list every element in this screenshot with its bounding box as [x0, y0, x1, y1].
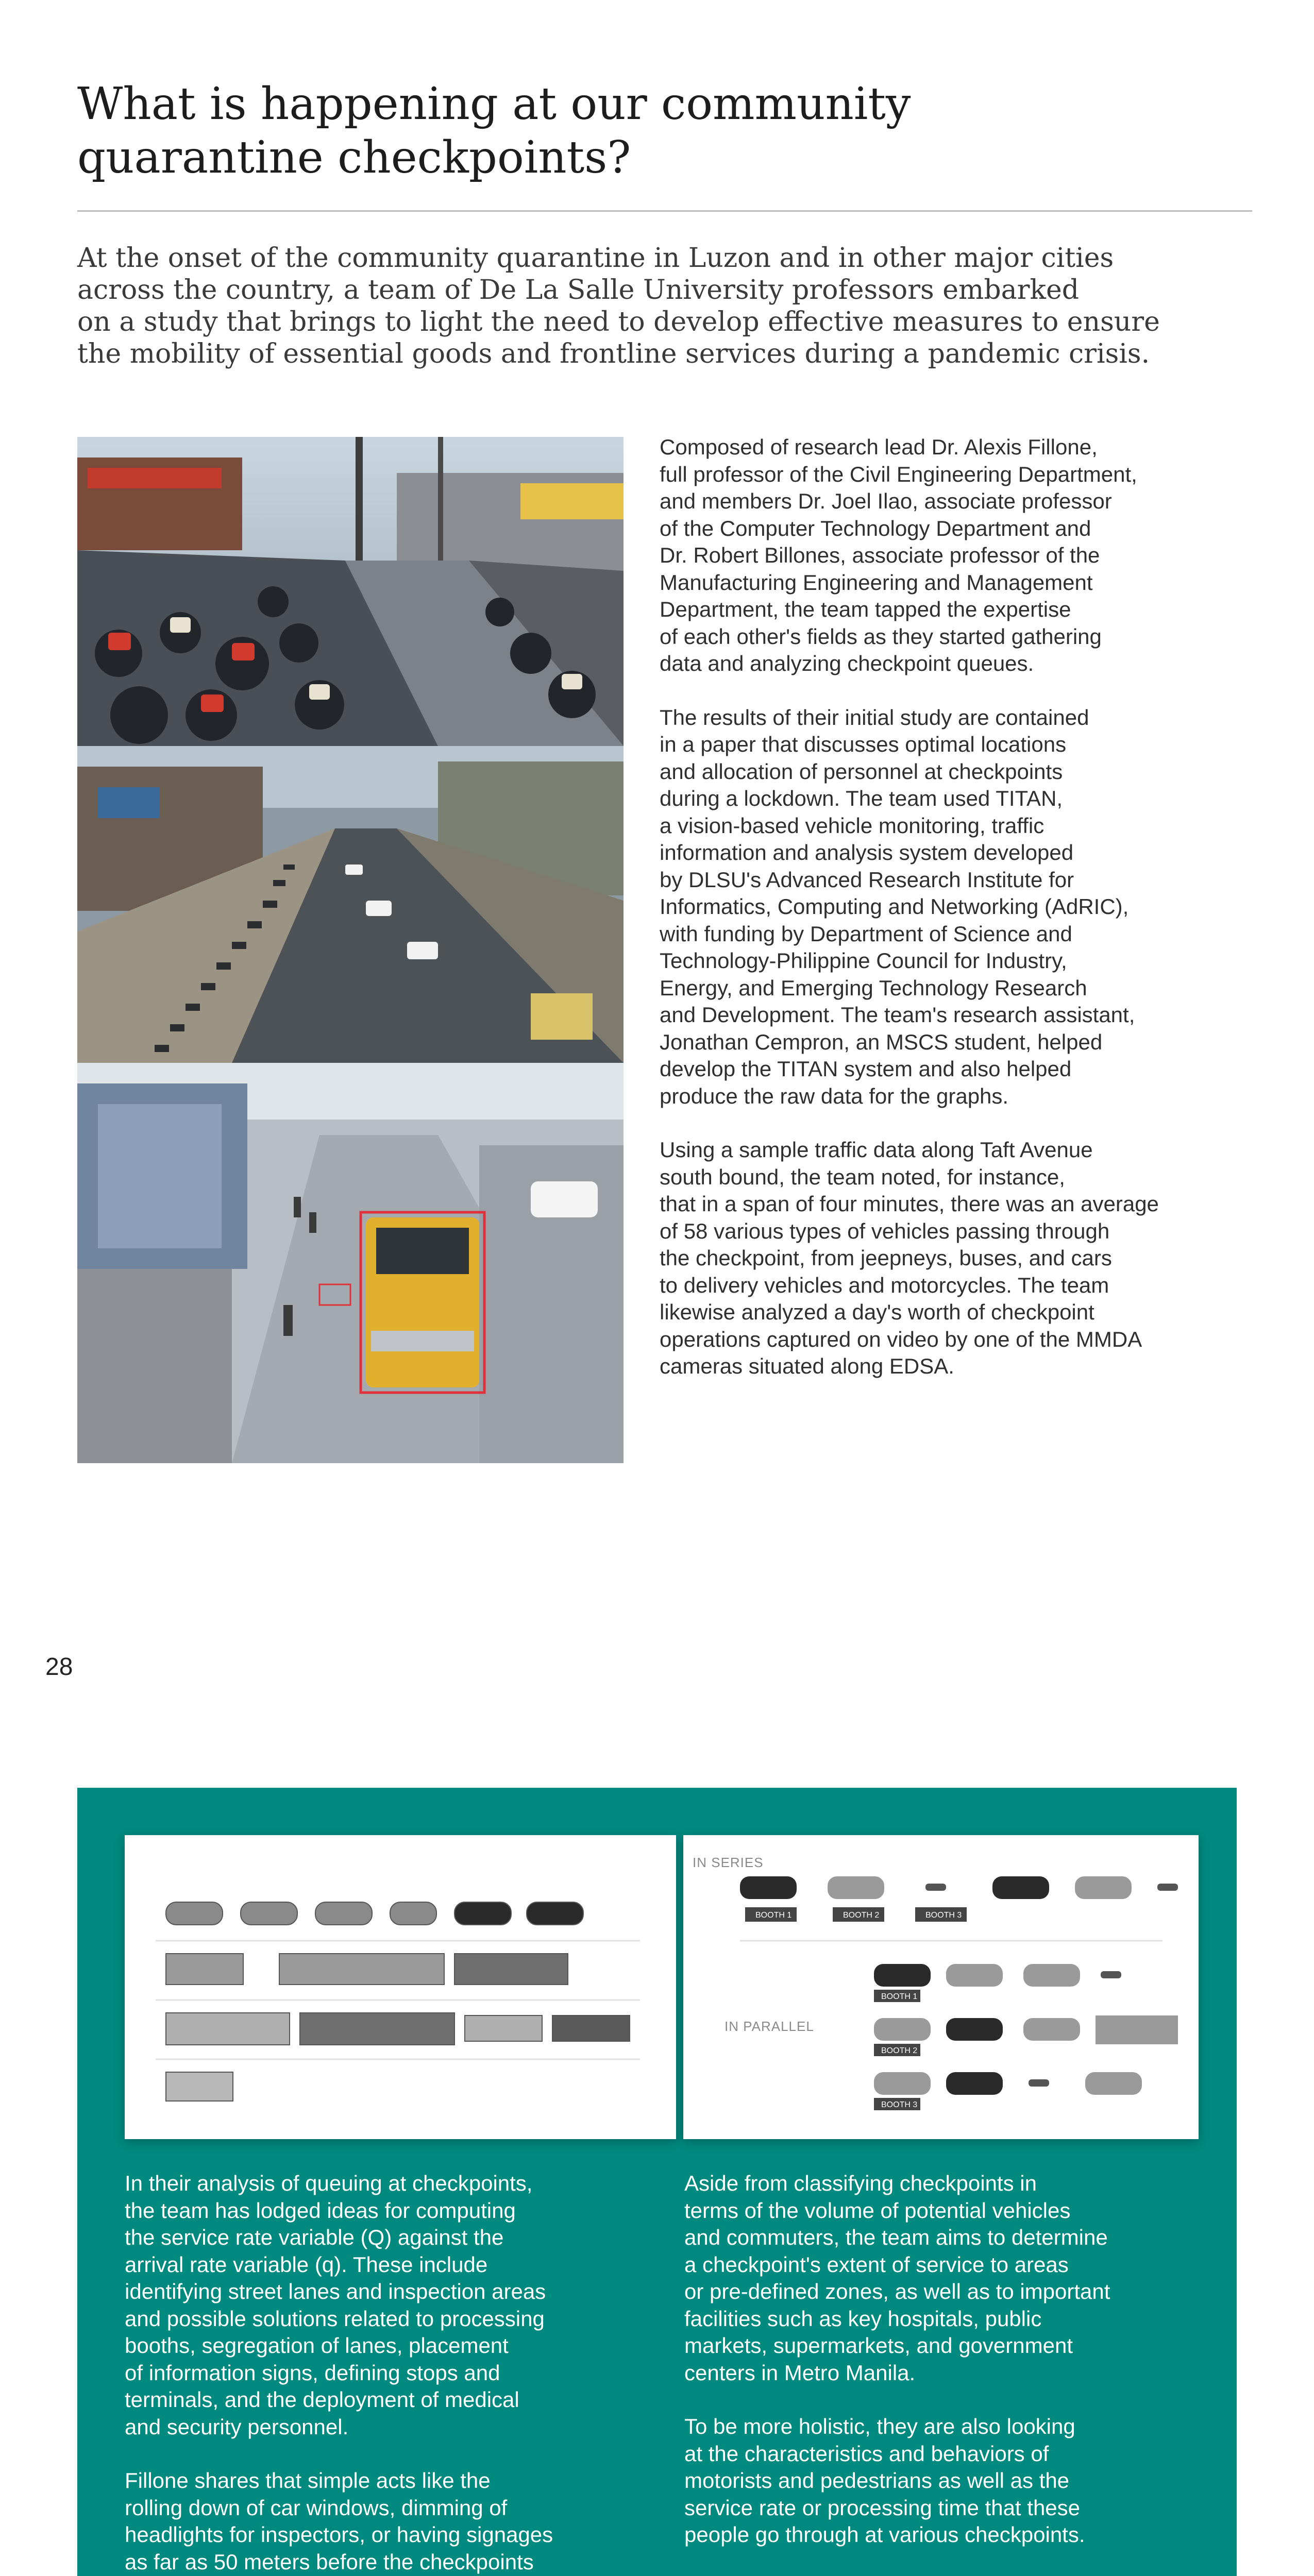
booth-configuration-diagram	[683, 1835, 1199, 2139]
lead-line: on a study that brings to light the need to develop effective measures to ensure	[77, 307, 1160, 337]
booth-label: BOOTH 3	[881, 2100, 918, 2109]
title-line: What is happening at our community	[77, 78, 911, 130]
body-paragraph: The results of their initial study are contained in a paper that discusses optimal locations and allocation of personnel at checkpoints during a lockdown. The team used TITAN, a vision-based vehicle monitoring, traffic information and analysis system developed by DLSU's Advanced Research Institute for Informatics, Computing and Networking (AdRIC), with funding by Department of Science and Technology-Philippine Council for Industry, Energy, and Emerging Technology Research and Development. The team's research assistant, Jonathan Cempron, an MSCS student, helped develop the TITAN system and also helped produce the raw data for the graphs.	[660, 705, 1135, 1108]
traffic-photo-collage	[77, 437, 624, 1463]
lead-paragraph	[77, 242, 1252, 370]
street-overview-photo	[77, 746, 624, 1063]
teal-right-column	[684, 2170, 1225, 2576]
lead-line: across the country, a team of De La Salle University professors embarked	[77, 275, 1080, 306]
body-paragraph: To be more holistic, they are also looking at the characteristics and behaviors of motorists and pedestrians as well as the service rate or processing time that these people go through at various checkpoints.	[684, 2414, 1085, 2547]
body-paragraph: In their analysis of queuing at checkpoints, the team has lodged ideas for computing the service rate variable (Q) against the arrival rate variable (q). These include identifying street lanes and inspection areas and possible solutions related to processing booths, segregation of lanes, placement of information signs, defining stops and terminals, and the deployment of medical and security personnel.	[125, 2171, 546, 2439]
page-title	[77, 77, 1056, 184]
in-parallel-label: IN PARALLEL	[725, 2019, 814, 2034]
motorcycle-icon	[925, 1884, 1178, 1891]
body-paragraph: Fillone shares that simple acts like the rolling down of car windows, dimming of headlights for inspectors, or having signages as far as 50 meters before the checkpoints	[125, 2468, 553, 2574]
title-divider	[77, 210, 1252, 212]
booth-label: BOOTH 1	[755, 1911, 792, 1920]
lead-line: the mobility of essential goods and frontline services during a pandemic crisis.	[77, 338, 1150, 369]
teal-left-column	[125, 2170, 671, 2576]
car-icon	[166, 1902, 583, 1925]
booth-label: BOOTH 1	[881, 1992, 918, 2001]
booth-label: BOOTH 2	[843, 1911, 880, 1920]
in-series-label: IN SERIES	[693, 1855, 764, 1870]
booth-label: BOOTH 3	[925, 1911, 962, 1920]
title-line: quarantine checkpoints?	[77, 132, 631, 183]
vehicle-detection-photo	[77, 1063, 624, 1463]
article-column	[660, 434, 1252, 1407]
body-paragraph: Composed of research lead Dr. Alexis Fillone, full professor of the Civil Engineering Department, and members Dr. Joel Ilao, associate professor of the Computer Technology Department and Dr. Robert Billones, associate professor of the Manufacturing Engineering and Management Department, the team tapped the expertise of each other's fields as they started gathering data and analyzing checkpoint queues.	[660, 435, 1137, 675]
body-paragraph: Aside from classifying checkpoints in terms of the volume of potential vehicles and commuters, the team aims to determine a checkpoint's extent of service to areas or pre-defined zones, as well as to important facilities such as key hospitals, public markets, supermarkets, and government centers in Metro Manila.	[684, 2171, 1110, 2385]
motorcycle-queue-photo	[77, 437, 624, 746]
vehicle-types-diagram	[125, 1835, 676, 2139]
page-number: 28	[45, 1653, 73, 1681]
booth-label: BOOTH 2	[881, 2046, 918, 2055]
lead-line: At the onset of the community quarantine in Luzon and in other major cities	[77, 243, 1114, 274]
body-paragraph: Using a sample traffic data along Taft Avenue south bound, the team noted, for instance, that in a span of four minutes, there was an average of 58 various types of vehicles passing through the checkpoint, from jeepneys, buses, and cars to delivery vehicles and motorcycles. The team likewise analyzed a day's worth of checkpoint operations captured on video by one of the MMDA cameras situated along EDSA.	[660, 1138, 1159, 1378]
